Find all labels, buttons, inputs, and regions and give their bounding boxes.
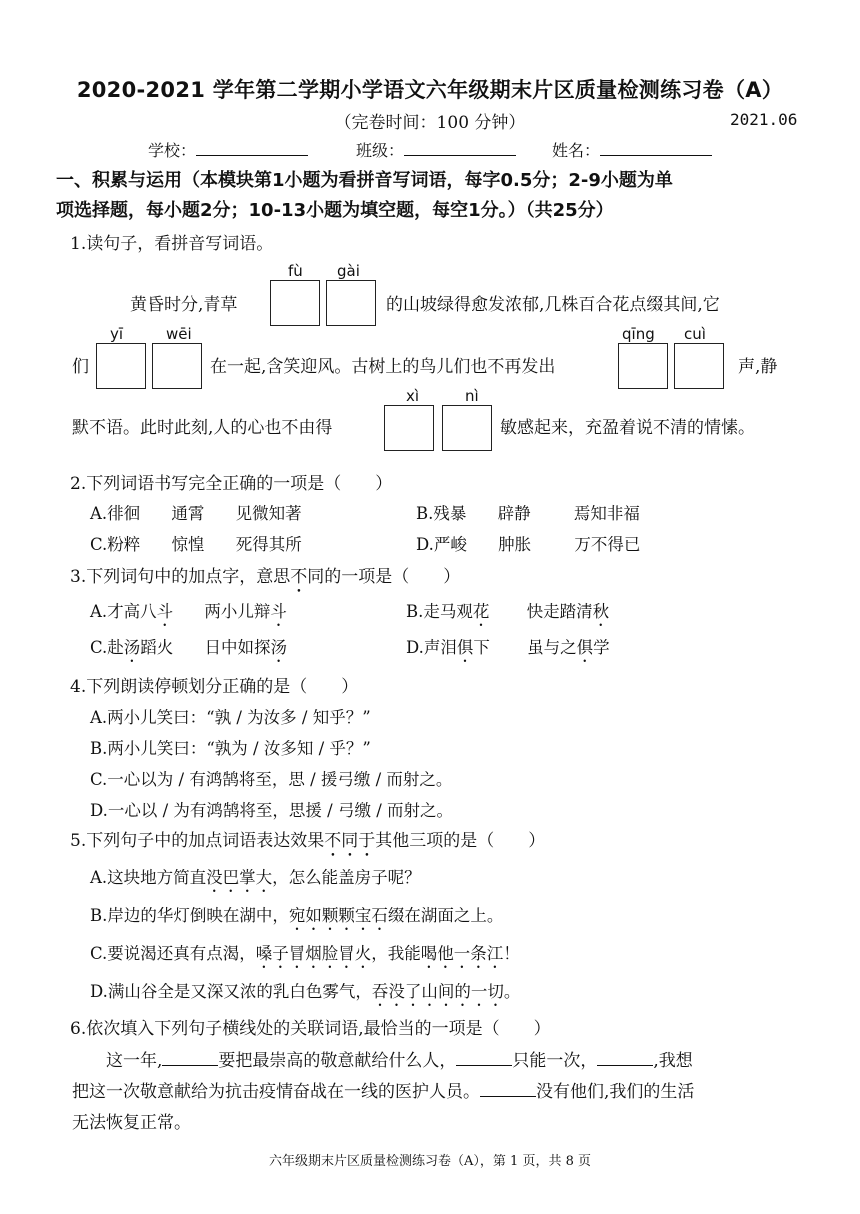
q1-line3-b: 敏感起来，充盈着说不清的情愫。 bbox=[500, 418, 755, 438]
q1-line2-b: 在一起,含笑迎风。古树上的鸟儿们也不再发出 bbox=[210, 357, 556, 377]
school-blank[interactable] bbox=[196, 141, 308, 156]
q2-c-word3: 死得其所 bbox=[235, 535, 302, 554]
exam-duration: （完卷时间：100 分钟） bbox=[334, 113, 526, 133]
q4-option-d[interactable]: D.一心以 / 为有鸿鹄将至，思援 / 弓缴 / 而射之。 bbox=[90, 801, 454, 820]
q2-c-word2: 惊惶 bbox=[171, 535, 205, 554]
q2-d-word2: 肿胀 bbox=[498, 535, 532, 554]
school-field[interactable] bbox=[148, 138, 308, 161]
pinyin-yi: yī bbox=[110, 325, 124, 343]
pinyin-cui: cuì bbox=[684, 325, 706, 343]
q5-option-a[interactable]: A.这块地方简直没巴掌大，怎么能盖房子呢？ bbox=[90, 868, 421, 887]
answer-box-yi[interactable] bbox=[96, 343, 146, 389]
q3-option-b[interactable]: B.走马观花 快走踏清秋 bbox=[406, 602, 610, 621]
answer-box-fu[interactable] bbox=[270, 280, 320, 326]
name-field[interactable] bbox=[552, 138, 712, 161]
answer-box-qing[interactable] bbox=[618, 343, 668, 389]
q1-line2-a: 们 bbox=[72, 357, 89, 377]
q1-line1-b: 的山坡绿得愈发浓郁,几株百合花点缀其间,它 bbox=[386, 295, 720, 315]
q6-blank-1[interactable] bbox=[162, 1051, 218, 1066]
q1-line3-a: 默不语。此时此刻,人的心也不由得 bbox=[72, 418, 333, 438]
q1-stem: 1.读句子，看拼音写词语。 bbox=[70, 234, 274, 254]
q2-option-a[interactable] bbox=[90, 500, 302, 524]
name-blank[interactable] bbox=[600, 141, 712, 156]
q3-stem: 3.下列词句中的加点字，意思不同的一项是（ ） bbox=[70, 567, 461, 587]
section1-heading-line1: 一、积累与运用（本模块第1小题为看拼音写词语，每字0.5分；2-9小题为单 bbox=[56, 170, 673, 191]
q2-b-word1: B.残暴 bbox=[416, 504, 467, 523]
q6-blank-2[interactable] bbox=[456, 1051, 512, 1066]
q6-stem: 6.依次填入下列句子横线处的关联词语,最恰当的一项是（ ） bbox=[70, 1019, 551, 1039]
answer-box-wei[interactable] bbox=[152, 343, 202, 389]
page-footer: 六年级期末片区质量检测练习卷（A），第 1 页，共 8 页 bbox=[269, 1154, 591, 1169]
q6-passage-line3: 无法恢复正常。 bbox=[72, 1113, 191, 1133]
pinyin-fu: fù bbox=[288, 262, 303, 280]
pinyin-xi: xì bbox=[406, 387, 420, 405]
school-label: 学校： bbox=[148, 141, 197, 160]
answer-box-xi[interactable] bbox=[384, 405, 434, 451]
q4-stem: 4.下列朗读停顿划分正确的是（ ） bbox=[70, 677, 359, 697]
class-field[interactable] bbox=[356, 138, 516, 161]
q6-blank-3[interactable] bbox=[597, 1051, 653, 1066]
q4-option-a[interactable]: A.两小儿笑曰：“孰 / 为汝多 / 知乎？” bbox=[90, 708, 371, 727]
pinyin-wei: wēi bbox=[166, 325, 192, 343]
q2-option-d[interactable] bbox=[416, 531, 640, 555]
pinyin-ni: nì bbox=[465, 387, 479, 405]
q2-option-b[interactable] bbox=[416, 500, 640, 524]
q6-blank-4[interactable] bbox=[480, 1082, 536, 1097]
q4-option-b[interactable]: B.两小儿笑曰：“孰为 / 汝多知 / 乎？” bbox=[90, 739, 371, 758]
class-blank[interactable] bbox=[404, 141, 516, 156]
q5-option-d[interactable]: D.满山谷全是又深又浓的乳白色雾气，吞没了山间的一切。 bbox=[90, 982, 521, 1001]
q2-b-word3: 焉知非福 bbox=[573, 504, 640, 523]
pinyin-gai: gài bbox=[337, 262, 360, 280]
name-label: 姓名： bbox=[552, 141, 601, 160]
q5-option-c[interactable]: C.要说渴还真有点渴，嗓子冒烟脸冒火，我能喝他一条江！ bbox=[90, 944, 520, 963]
q4-option-c[interactable]: C.一心以为 / 有鸿鹄将至，思 / 援弓缴 / 而射之。 bbox=[90, 770, 453, 789]
q2-a-word2: 通霄 bbox=[171, 504, 205, 523]
q3-option-c[interactable]: C.赴汤蹈火 日中如探汤 bbox=[90, 638, 288, 657]
pinyin-qing: qīng bbox=[622, 325, 655, 343]
q2-a-word3: 见微知著 bbox=[235, 504, 302, 523]
q2-stem: 2.下列词语书写完全正确的一项是（ ） bbox=[70, 474, 393, 494]
q5-stem: 5.下列句子中的加点词语表达效果不同于其他三项的是（ ） bbox=[70, 831, 546, 851]
answer-box-ni[interactable] bbox=[442, 405, 492, 451]
q1-line1-a: 黄昏时分,青草 bbox=[130, 295, 238, 315]
q3-option-d[interactable]: D.声泪俱下 虽与之俱学 bbox=[406, 638, 610, 657]
class-label: 班级： bbox=[356, 141, 405, 160]
q1-line2-c: 声,静 bbox=[738, 357, 778, 377]
q2-c-word1: C.粉粹 bbox=[90, 535, 141, 554]
section1-heading-line2: 项选择题，每小题2分；10-13小题为填空题，每空1分。）（共25分） bbox=[56, 200, 614, 221]
answer-box-gai[interactable] bbox=[326, 280, 376, 326]
q2-option-c[interactable] bbox=[90, 531, 302, 555]
q3-option-a[interactable]: A.才高八斗 两小儿辩斗 bbox=[90, 602, 287, 621]
page-title: 2020-2021 学年第二学期小学语文六年级期末片区质量检测练习卷（A） bbox=[76, 78, 784, 102]
q2-d-word3: 万不得已 bbox=[574, 535, 641, 554]
q2-d-word1: D.严峻 bbox=[416, 535, 467, 554]
q6-passage-line2: 把这一次敬意献给为抗击疫情奋战在一线的医护人员。 没有他们,我们的生活 bbox=[72, 1082, 695, 1102]
q6-passage-line1: 这一年, 要把最崇高的敬意献给什么人， 只能一次， ,我想 bbox=[106, 1051, 693, 1071]
exam-date: 2021.06 bbox=[730, 110, 798, 129]
q2-a-word1: A.徘徊 bbox=[90, 504, 141, 523]
q2-b-word2: 辟静 bbox=[497, 504, 531, 523]
q5-option-b[interactable]: B.岸边的华灯倒映在湖中，宛如颗颗宝石缀在湖面之上。 bbox=[90, 906, 504, 925]
answer-box-cui[interactable] bbox=[674, 343, 724, 389]
emphasis-dot: 不 bbox=[290, 567, 308, 587]
